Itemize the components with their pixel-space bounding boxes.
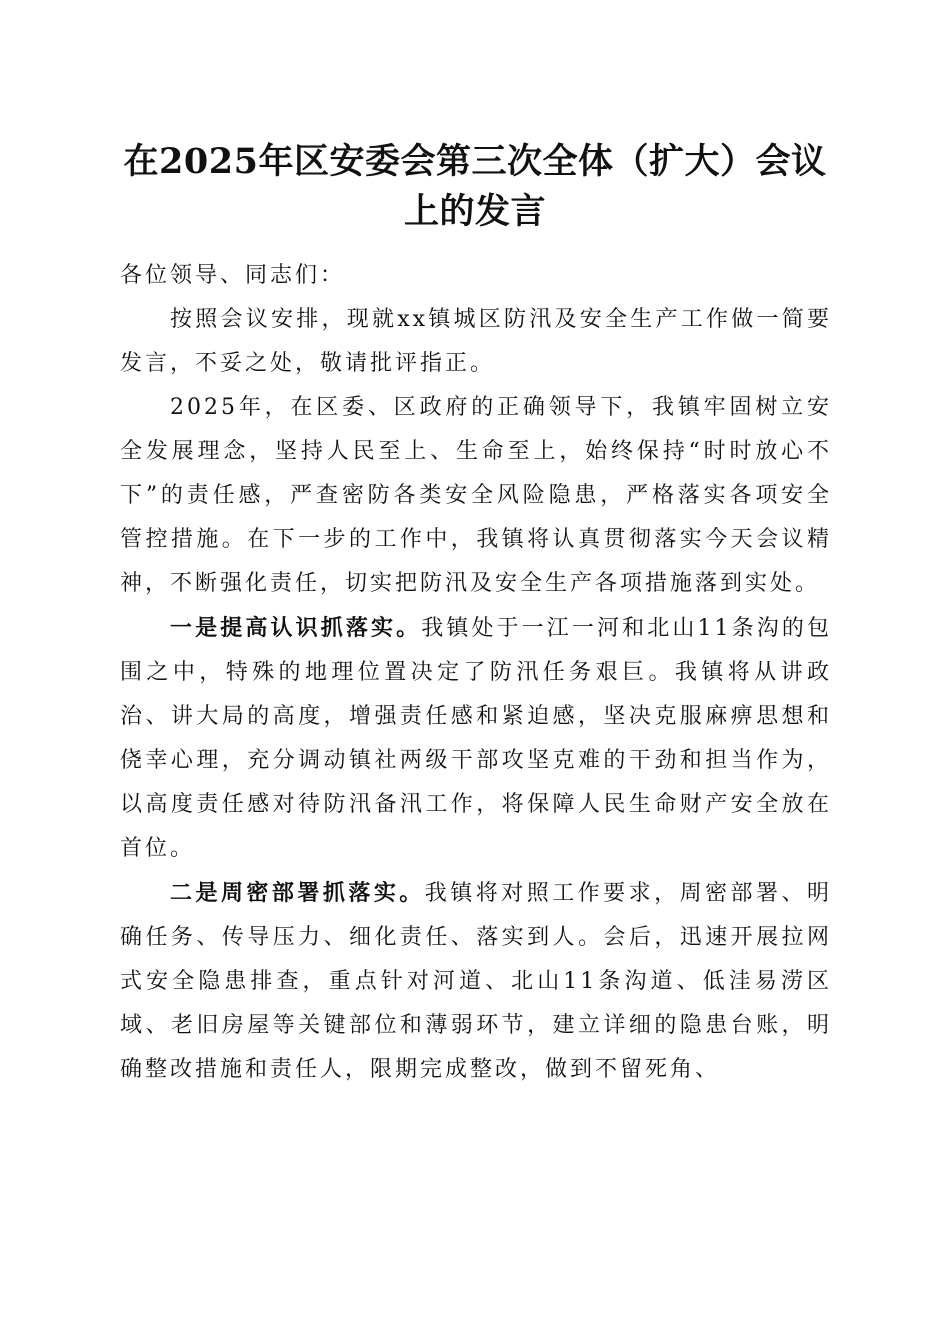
paragraph-text: 我镇处于一江一河和北山11条沟的包围之中，特殊的地理位置决定了防汛任务艰巨。我镇将从讲政治、讲大局的高度，增强责任感和紧迫感，坚决克服麻痹思想和侥幸心理，充分调动镇社两级干部攻坚克难的干劲和担当作为，以高度责任感对待防汛备汛工作，将保障人民生命财产安全放在首位。 (120, 616, 832, 861)
document-title (100, 137, 850, 237)
paragraph-text: 2025年，在区委、区政府的正确领导下，我镇牢固树立安全发展理念，坚持人民至上、生命至上，始终保持“时时放心不下”的责任感，严查密防各类安全风险隐患，严格落实各项安全管控措施。在下一步的工作中，我镇将认真贯彻落实今天会议精神，不断强化责任，切实把防汛及安全生产各项措施落到实处。 (120, 395, 832, 596)
title-line-2: 上的发言 (403, 191, 546, 232)
title-line-1: 在2025年区安委会第三次全体（扩大）会议 (123, 141, 827, 182)
document-body (120, 254, 832, 1092)
paragraph-intro (120, 298, 832, 386)
paragraph-lead: 一是提高认识抓落实。 (170, 615, 422, 641)
salutation: 各位领导、同志们： (120, 263, 346, 288)
paragraph-overview (120, 386, 832, 606)
paragraph-text: 我镇将对照工作要求，周密部署、明确任务、传导压力、细化责任、落实到人。会后，迅速开展拉网式安全隐患排查，重点针对河道、北山11条沟道、低洼易涝区域、老旧房屋等关键部位和薄弱环节，建立详细的隐患台账，明确整改措施和责任人，限期完成整改，做到不留死角、 (120, 881, 832, 1082)
paragraph-point-2 (120, 871, 832, 1092)
paragraph-text: 按照会议安排，现就xx镇城区防汛及安全生产工作做一简要发言，不妥之处，敬请批评指正。 (120, 307, 832, 376)
paragraph-lead: 二是周密部署抓落实。 (170, 880, 425, 906)
paragraph-point-1 (120, 606, 832, 871)
